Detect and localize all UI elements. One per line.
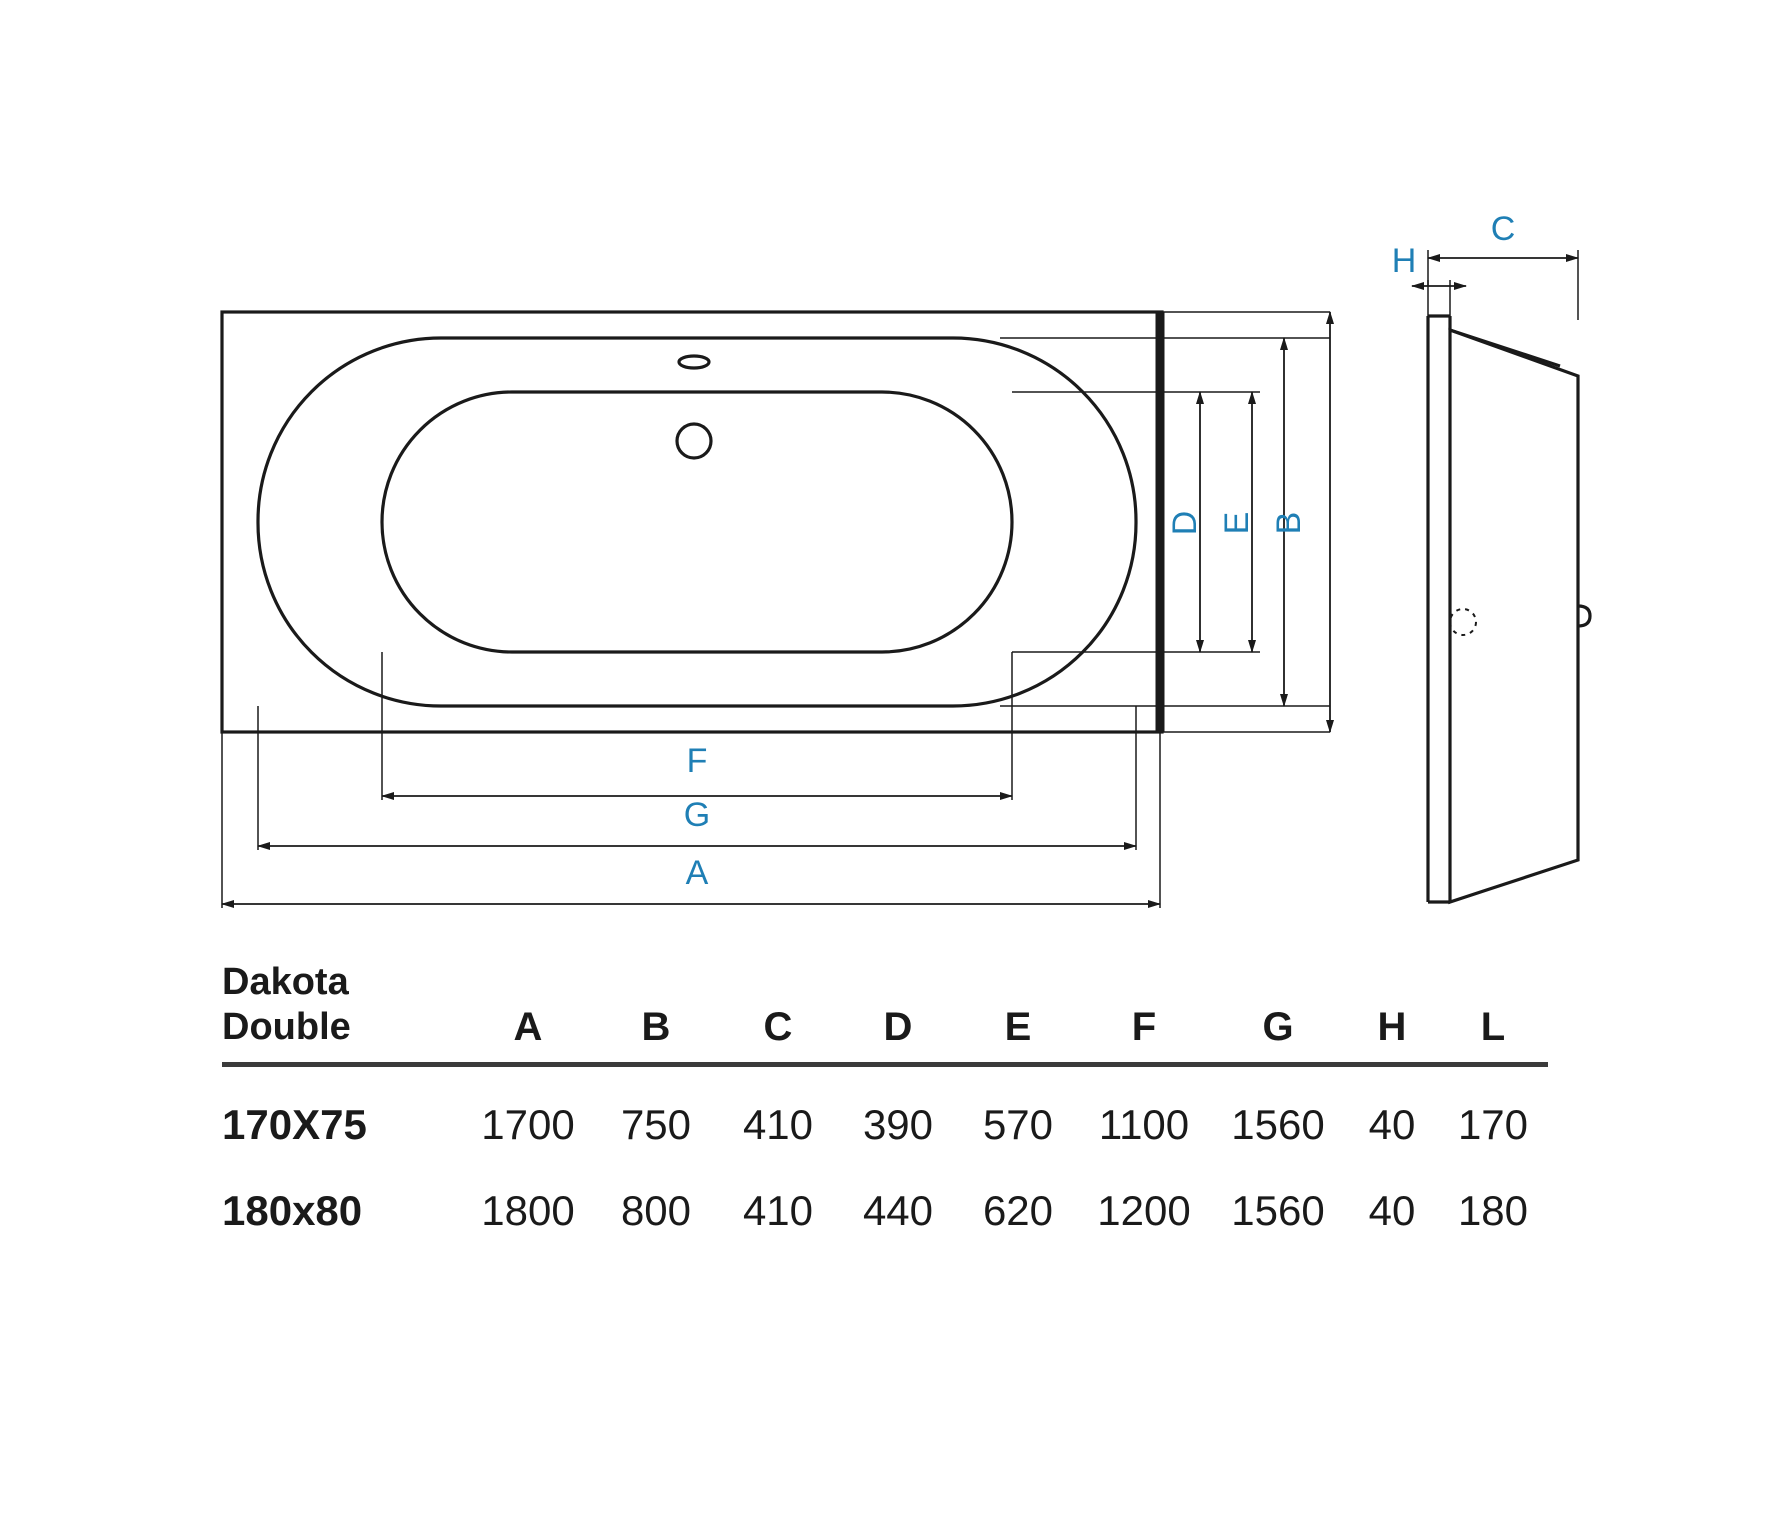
table-row [222, 1064, 1548, 1153]
side-view-outline [1428, 316, 1590, 902]
cell-a: 1800 [481, 1186, 575, 1234]
spec-table-wrapper [0, 960, 1772, 1239]
spec-table [222, 960, 1548, 1239]
cell-a: 1700 [481, 1100, 575, 1148]
dimension-label-F: F [686, 742, 708, 780]
cell-c: 410 [742, 1100, 814, 1148]
cell-e: 620 [982, 1186, 1054, 1234]
column-header-g: G [1210, 960, 1346, 1064]
cell-b: 800 [620, 1186, 692, 1234]
side-dimension-lines [1412, 258, 1578, 286]
cell-f: 1100 [1098, 1100, 1190, 1148]
cell-g: 1560 [1231, 1100, 1325, 1148]
column-header-b: B [594, 960, 718, 1064]
row-size-label: 170X75 [222, 1100, 367, 1148]
cell-g: 1560 [1231, 1186, 1325, 1234]
cell-l: 170 [1457, 1100, 1529, 1148]
column-header-d: D [838, 960, 958, 1064]
dimension-label-D: D [1166, 510, 1204, 536]
table-header-row [222, 960, 1548, 1064]
cell-h: 40 [1368, 1100, 1416, 1148]
dimension-label-B: B [1270, 511, 1308, 535]
column-header-l: L [1438, 960, 1548, 1064]
product-name-line2: Double [222, 1005, 351, 1048]
cell-f: 1200 [1097, 1186, 1191, 1234]
cell-h: 40 [1368, 1186, 1416, 1234]
side-witness-lines [1428, 250, 1578, 320]
dimension-label-C: C [1490, 210, 1516, 248]
product-name-line1: Dakota [222, 961, 349, 1003]
dimension-label-H: H [1391, 242, 1417, 280]
dimension-label-A: A [685, 854, 709, 892]
waste-outlet-dashed [1450, 609, 1476, 635]
column-header-a: A [462, 960, 594, 1064]
column-header-c: C [718, 960, 838, 1064]
cell-d: 390 [862, 1100, 934, 1148]
row-size-label: 180x80 [222, 1186, 363, 1234]
cell-l: 180 [1457, 1186, 1529, 1234]
column-header-e: E [958, 960, 1078, 1064]
dimension-label-G: G [683, 796, 711, 834]
column-header-f: F [1078, 960, 1210, 1064]
cell-e: 570 [982, 1100, 1054, 1148]
dimension-label-E: E [1218, 511, 1256, 535]
table-row [222, 1153, 1548, 1239]
plan-view-outline [222, 312, 1162, 732]
cell-c: 410 [742, 1186, 814, 1234]
cell-b: 750 [620, 1100, 692, 1148]
cell-d: 440 [862, 1186, 934, 1234]
product-name-header [222, 960, 462, 1064]
column-header-h: H [1346, 960, 1438, 1064]
